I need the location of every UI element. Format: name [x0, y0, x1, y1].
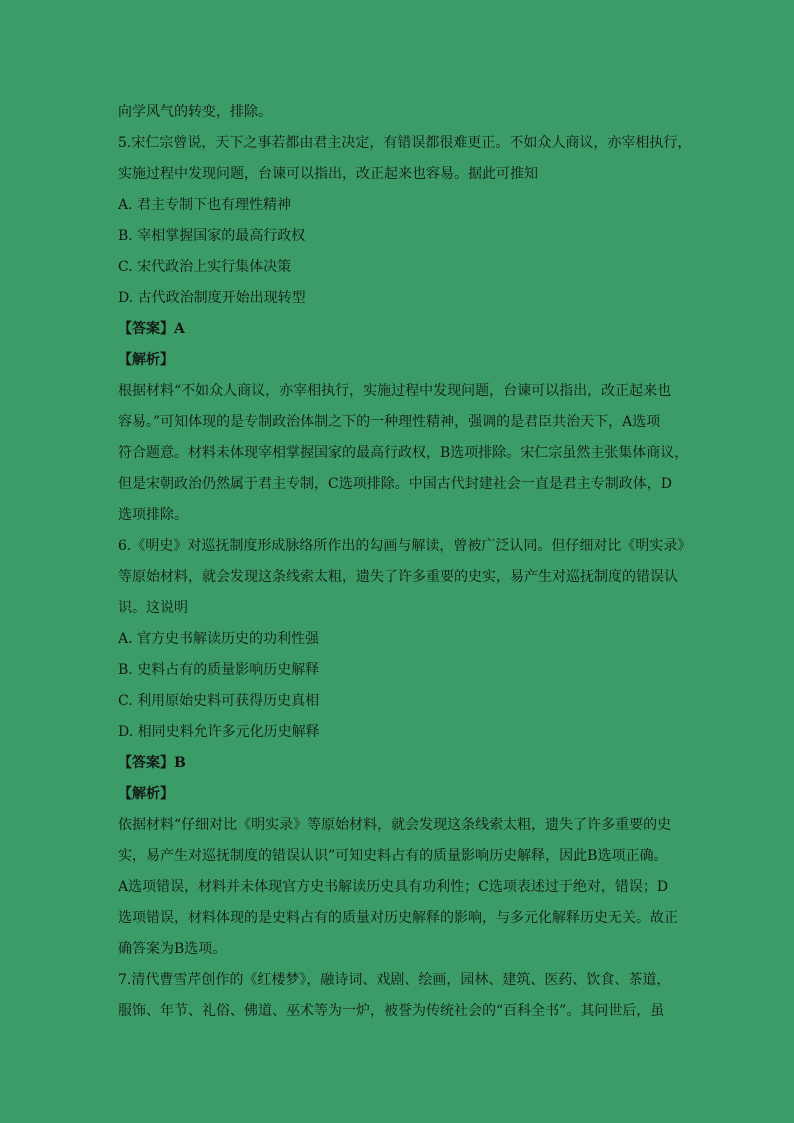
- analysis-text: 选项排除。: [118, 507, 188, 523]
- analysis-text: 选项错误，材料体现的是史料占有的质量对历史解释的影响，与多元化解释历史无关。故正: [118, 910, 678, 926]
- analysis-text: 容易。”可知体现的是专制政治体制之下的一种理性精神，强调的是君臣共治天下，A选项: [118, 414, 661, 430]
- option-b: B. 史料占有的质量影响历史解释: [118, 662, 320, 678]
- analysis-text: 符合题意。材料未体现宰相掌握国家的最高行政权，B选项排除。宋仁宗虽然主张集体商议，: [118, 445, 689, 461]
- analysis-text: A选项错误，材料并未体现官方史书解读历史具有功利性；C选项表述过于绝对，错误；D: [118, 879, 669, 895]
- question-6-stem: 识。这说明: [118, 600, 188, 616]
- analysis-text: 依据材料“仔细对比《明实录》等原始材料，就会发现这条线索太粗，遗失了许多重要的史: [118, 817, 672, 833]
- answer-label: 【答案】A: [118, 321, 185, 337]
- analysis-text: 但是宋朝政治仍然属于君主专制，C选项排除。中国古代封建社会一直是君主专制政体，D: [118, 476, 672, 492]
- text-line: 向学风气的转变，排除。: [118, 104, 272, 120]
- option-c: C. 宋代政治上实行集体决策: [118, 259, 292, 275]
- option-c: C. 利用原始史料可获得历史真相: [118, 693, 320, 709]
- analysis-text: 实，易产生对巡抚制度的错误认识”可知史料占有的质量影响历史解释，因此B选项正确。: [118, 848, 668, 864]
- question-6-stem: 等原始材料，就会发现这条线索太粗，遗失了许多重要的史实，易产生对巡抚制度的错误认: [118, 569, 678, 585]
- answer-label: 【答案】B: [118, 755, 186, 771]
- analysis-label: 【解析】: [118, 352, 174, 368]
- analysis-text: 根据材料“不如众人商议，亦宰相执行，实施过程中发现问题，台谏可以指出，改正起来也: [118, 383, 672, 399]
- analysis-label: 【解析】: [118, 786, 174, 802]
- analysis-text: 确答案为B选项。: [118, 941, 227, 957]
- question-6-stem: 6.《明史》对巡抚制度形成脉络所作出的勾画与解读，曾被广泛认同。但仔细对比《明实录》: [118, 538, 692, 554]
- option-a: A. 官方史书解读历史的功利性强: [118, 631, 320, 647]
- question-5-stem: 实施过程中发现问题，台谏可以指出，改正起来也容易。据此可推知: [118, 166, 538, 182]
- option-b: B. 宰相掌握国家的最高行政权: [118, 228, 306, 244]
- question-7-stem: 服饰、年节、礼俗、佛道、巫术等为一炉，被誉为传统社会的“百科全书”。其问世后，虽: [118, 1003, 665, 1019]
- question-7-stem: 7.清代曹雪芹创作的《红楼梦》，融诗词、戏剧、绘画，园林、建筑、医药、饮食、茶道，: [118, 972, 671, 988]
- text-block: [118, 97, 692, 1027]
- option-a: A. 君主专制下也有理性精神: [118, 197, 292, 213]
- option-d: D. 古代政治制度开始出现转型: [118, 290, 306, 306]
- question-5-stem: 5.宋仁宗曾说，天下之事若都由君主决定，有错误都很难更正。不如众人商议，亦宰相执行，: [118, 135, 692, 151]
- option-d: D. 相同史料允许多元化历史解释: [118, 724, 320, 740]
